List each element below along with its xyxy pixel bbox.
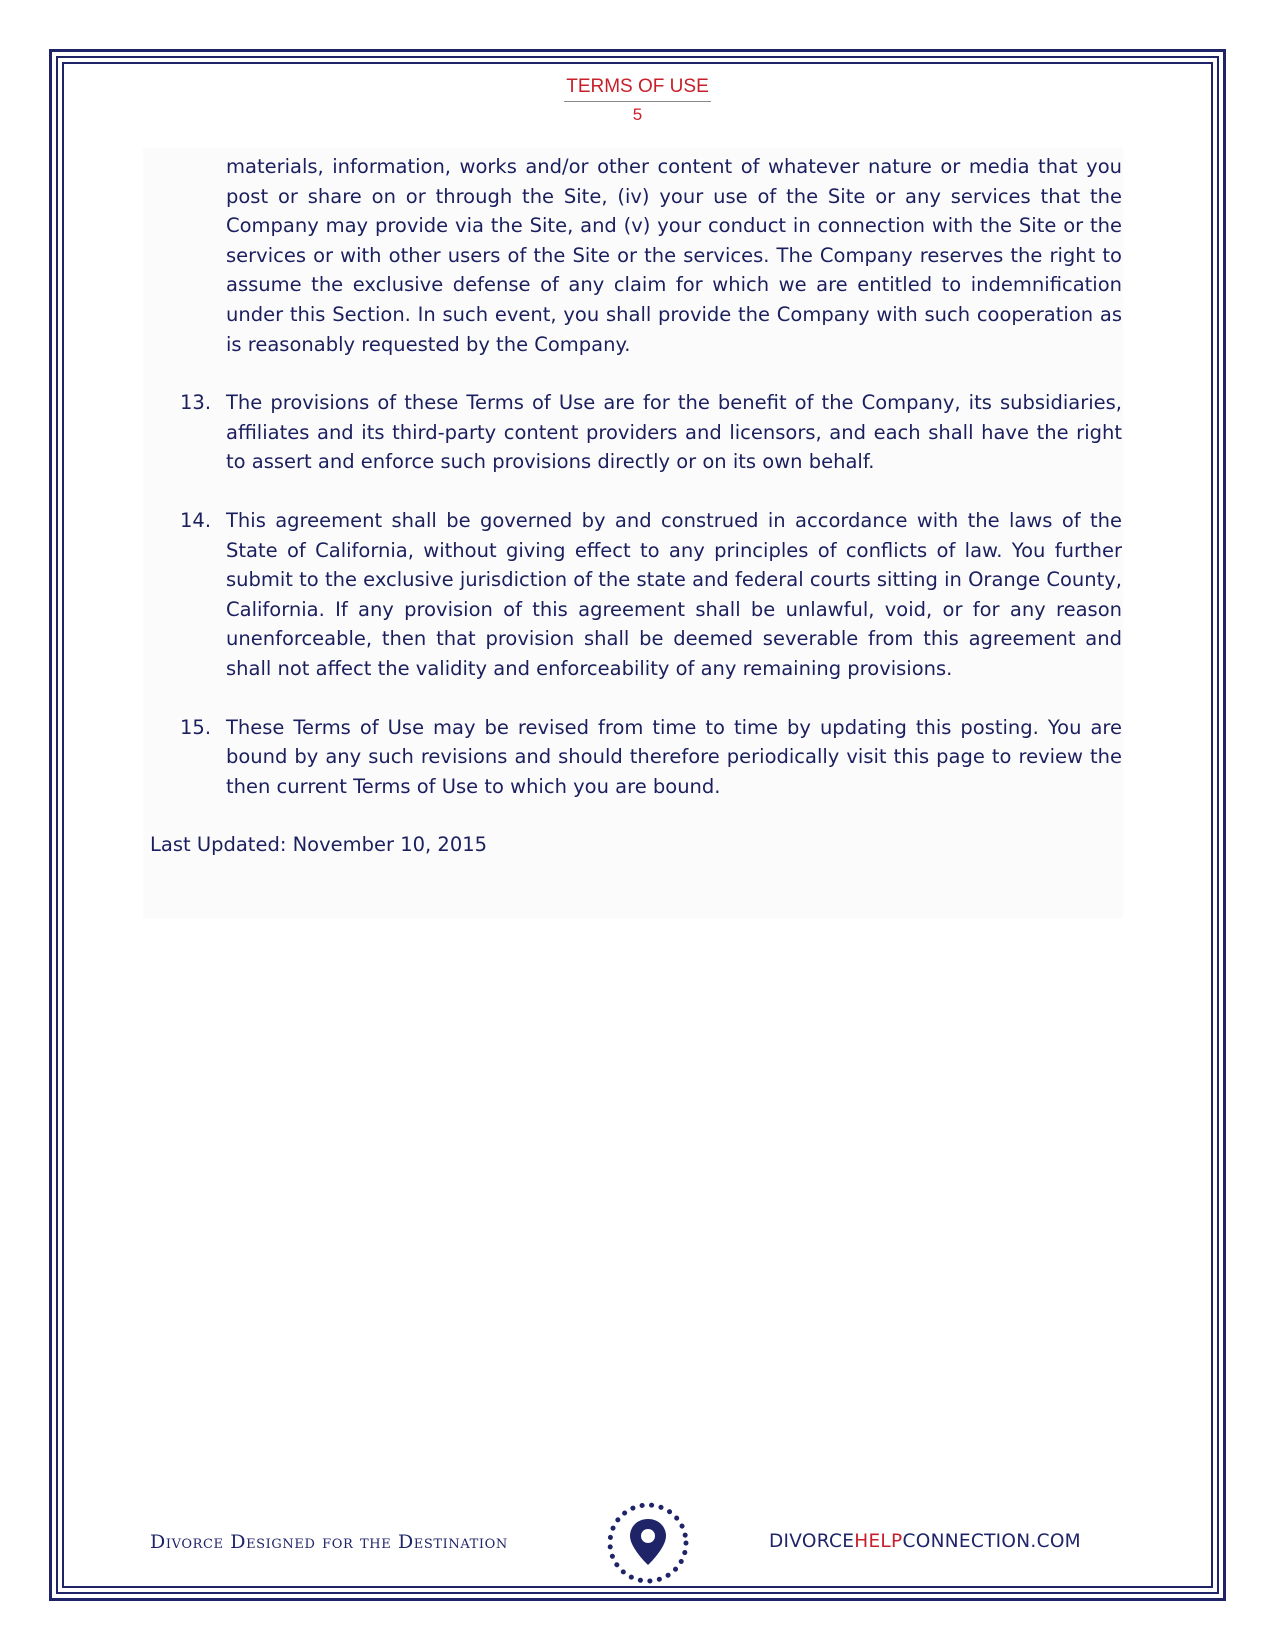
list-item-number: 14. bbox=[180, 508, 212, 532]
page-title: TERMS OF USE bbox=[564, 76, 711, 102]
document-body bbox=[150, 152, 1125, 860]
list-item bbox=[150, 506, 1125, 684]
list-item-number: 15. bbox=[180, 715, 212, 739]
list-item bbox=[150, 713, 1125, 802]
list-item bbox=[150, 388, 1125, 477]
list-item-text: These Terms of Use may be revised from time to time by updating this posting. You are bound by any such revisions and should therefore periodically visit this page to review the then current Terms of Use to which you are bound. bbox=[226, 715, 1122, 798]
list-item-number: 13. bbox=[180, 391, 212, 415]
page-number: 5 bbox=[632, 105, 643, 124]
footer-tagline: Divorce Designed for the Destination bbox=[150, 1531, 508, 1553]
location-pin-icon bbox=[604, 1499, 692, 1587]
page-header bbox=[0, 76, 1275, 125]
footer-website-part1: DIVORCE bbox=[769, 1531, 855, 1552]
last-updated-date: Last Updated: November 10, 2015 bbox=[150, 833, 488, 857]
list-item-text: This agreement shall be governed by and construed in accordance with the laws of the State of California, without giving effect to any principles of conflicts of law. You further submit to the exclusive jurisdiction of the state and federal courts sitting in Orange County, California. If any provision of this agreement shall be unlawful, void, or for any reason unenforceable, then that provision shall be deemed severable from this agreement and shall not affect the validity and enforceability of any remaining provisions. bbox=[226, 508, 1122, 680]
footer-website-part3: CONNECTION.COM bbox=[902, 1531, 1081, 1552]
list-item-text: The provisions of these Terms of Use are for the benefit of the Company, its subsidiaries, affiliates and its third-party content providers and licensors, and each shall have the right to assert and enforce such provisions directly or on its own behalf. bbox=[226, 391, 1122, 474]
page-footer bbox=[0, 1495, 1275, 1585]
continuation-paragraph: materials, information, works and/or other content of whatever nature or media that you post or share on or through the Site, (iv) your use of the Site or any services that the Company may provide via the Site, and (v) your conduct in connection with the Site or the services or with other users of the Site or the services. The Company reserves the right to assume the exclusive defense of any claim for which we are entitled to indemnification under this Section. In such event, you shall provide the Company with such cooperation as is reasonably requested by the Company. bbox=[226, 155, 1122, 356]
footer-website[interactable] bbox=[769, 1531, 1081, 1552]
footer-website-highlight: HELP bbox=[854, 1531, 903, 1552]
